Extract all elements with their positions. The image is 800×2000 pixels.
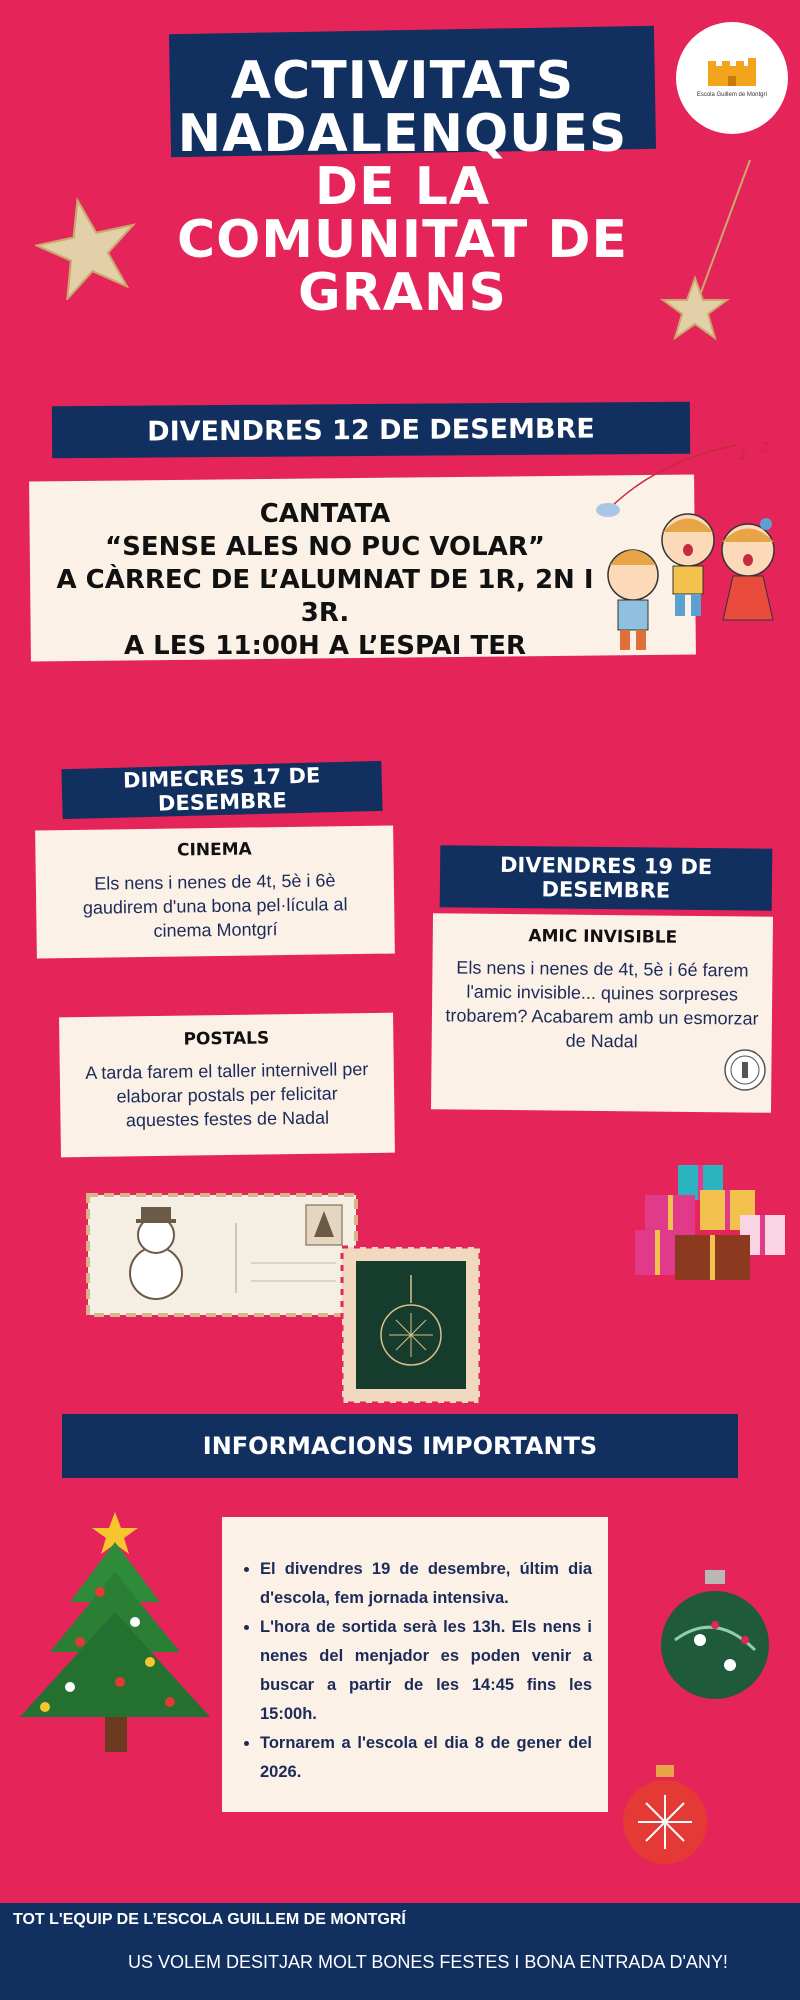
gold-star-left-icon <box>35 195 140 300</box>
cantata-line2: “SENSE ALES NO PUC VOLAR” <box>105 532 545 562</box>
school-seal-icon <box>723 1048 767 1092</box>
cantata-line4: A LES 11:00H A L’ESPAI TER <box>123 631 526 661</box>
ornament-stamp-icon <box>340 1245 482 1405</box>
cantata-line1: CANTATA <box>259 499 391 529</box>
postals-text: A tarda farem el taller internivell per elaborar postals per felicitar aquestes festes de Nadal <box>85 1059 369 1131</box>
singing-kids-icon <box>588 440 793 670</box>
school-logo <box>676 22 788 134</box>
amic-invisible-card <box>431 913 773 1113</box>
logo-caption: Escola Guillem de Montgrí <box>696 92 768 98</box>
castle-icon <box>706 58 758 88</box>
gifts-icon <box>630 1155 790 1285</box>
green-bauble-icon <box>655 1570 775 1710</box>
page-title: ACTIVITATS NADALENQUES DE LA COMUNITAT DE GRANS <box>176 51 629 323</box>
info-box <box>222 1517 608 1812</box>
info-item: • L'hora de sortida serà les 13h. Els nens i nenes del menjador es poden venir a buscar a partir de les 14:45 fins les 15:00h. <box>260 1613 592 1729</box>
footer-line1: TOT L'EQUIP DE L’ESCOLA GUILLEM DE MONTGRÍ <box>13 1911 406 1928</box>
info-item: • Tornarem a l'escola el dia 8 de gener del 2026. <box>260 1729 592 1787</box>
svg-text:♪: ♪ <box>738 445 749 464</box>
banner-day1: DIVENDRES 12 DE DESEMBRE <box>52 402 690 458</box>
cantata-line3: A CÀRREC DE L’ALUMNAT DE 1R, 2N I 3R. <box>56 565 594 628</box>
cinema-card <box>35 826 395 959</box>
hanging-star-icon <box>655 160 755 370</box>
info-list <box>222 1517 608 1787</box>
banner-day2: DIMECRES 17 DE DESEMBRE <box>61 761 382 819</box>
svg-text:♫: ♫ <box>758 440 771 456</box>
banner-info: INFORMACIONS IMPORTANTS <box>62 1414 738 1478</box>
amic-text: Els nens i nenes de 4t, 5è i 6é farem l'amic invisible... quines sorpreses trobarem? Acabarem amb un esmorzar de Nadal <box>445 957 759 1052</box>
info-item: • El divendres 19 de desembre, últim dia d'escola, fem jornada intensiva. <box>260 1555 592 1613</box>
cinema-text: Els nens i nenes de 4t, 5è i 6è gaudirem d'una bona pel·lícula al cinema Montgrí <box>82 870 348 941</box>
postals-card <box>59 1013 395 1158</box>
cinema-title: CINEMA <box>176 839 252 861</box>
footer <box>0 1903 800 2000</box>
postals-title: POSTALS <box>183 1028 270 1050</box>
christmas-tree-icon <box>10 1512 220 1757</box>
postcard-icon <box>86 1193 358 1317</box>
footer-line2: US VOLEM DESITJAR MOLT BONES FESTES I BONA ENTRADA D'ANY! <box>128 1952 728 1972</box>
red-bauble-icon <box>620 1765 710 1870</box>
cantata-text <box>30 498 620 663</box>
banner-day3: DIVENDRES 19 DE DESEMBRE <box>440 845 773 910</box>
amic-title: AMIC INVISIBLE <box>528 926 678 948</box>
